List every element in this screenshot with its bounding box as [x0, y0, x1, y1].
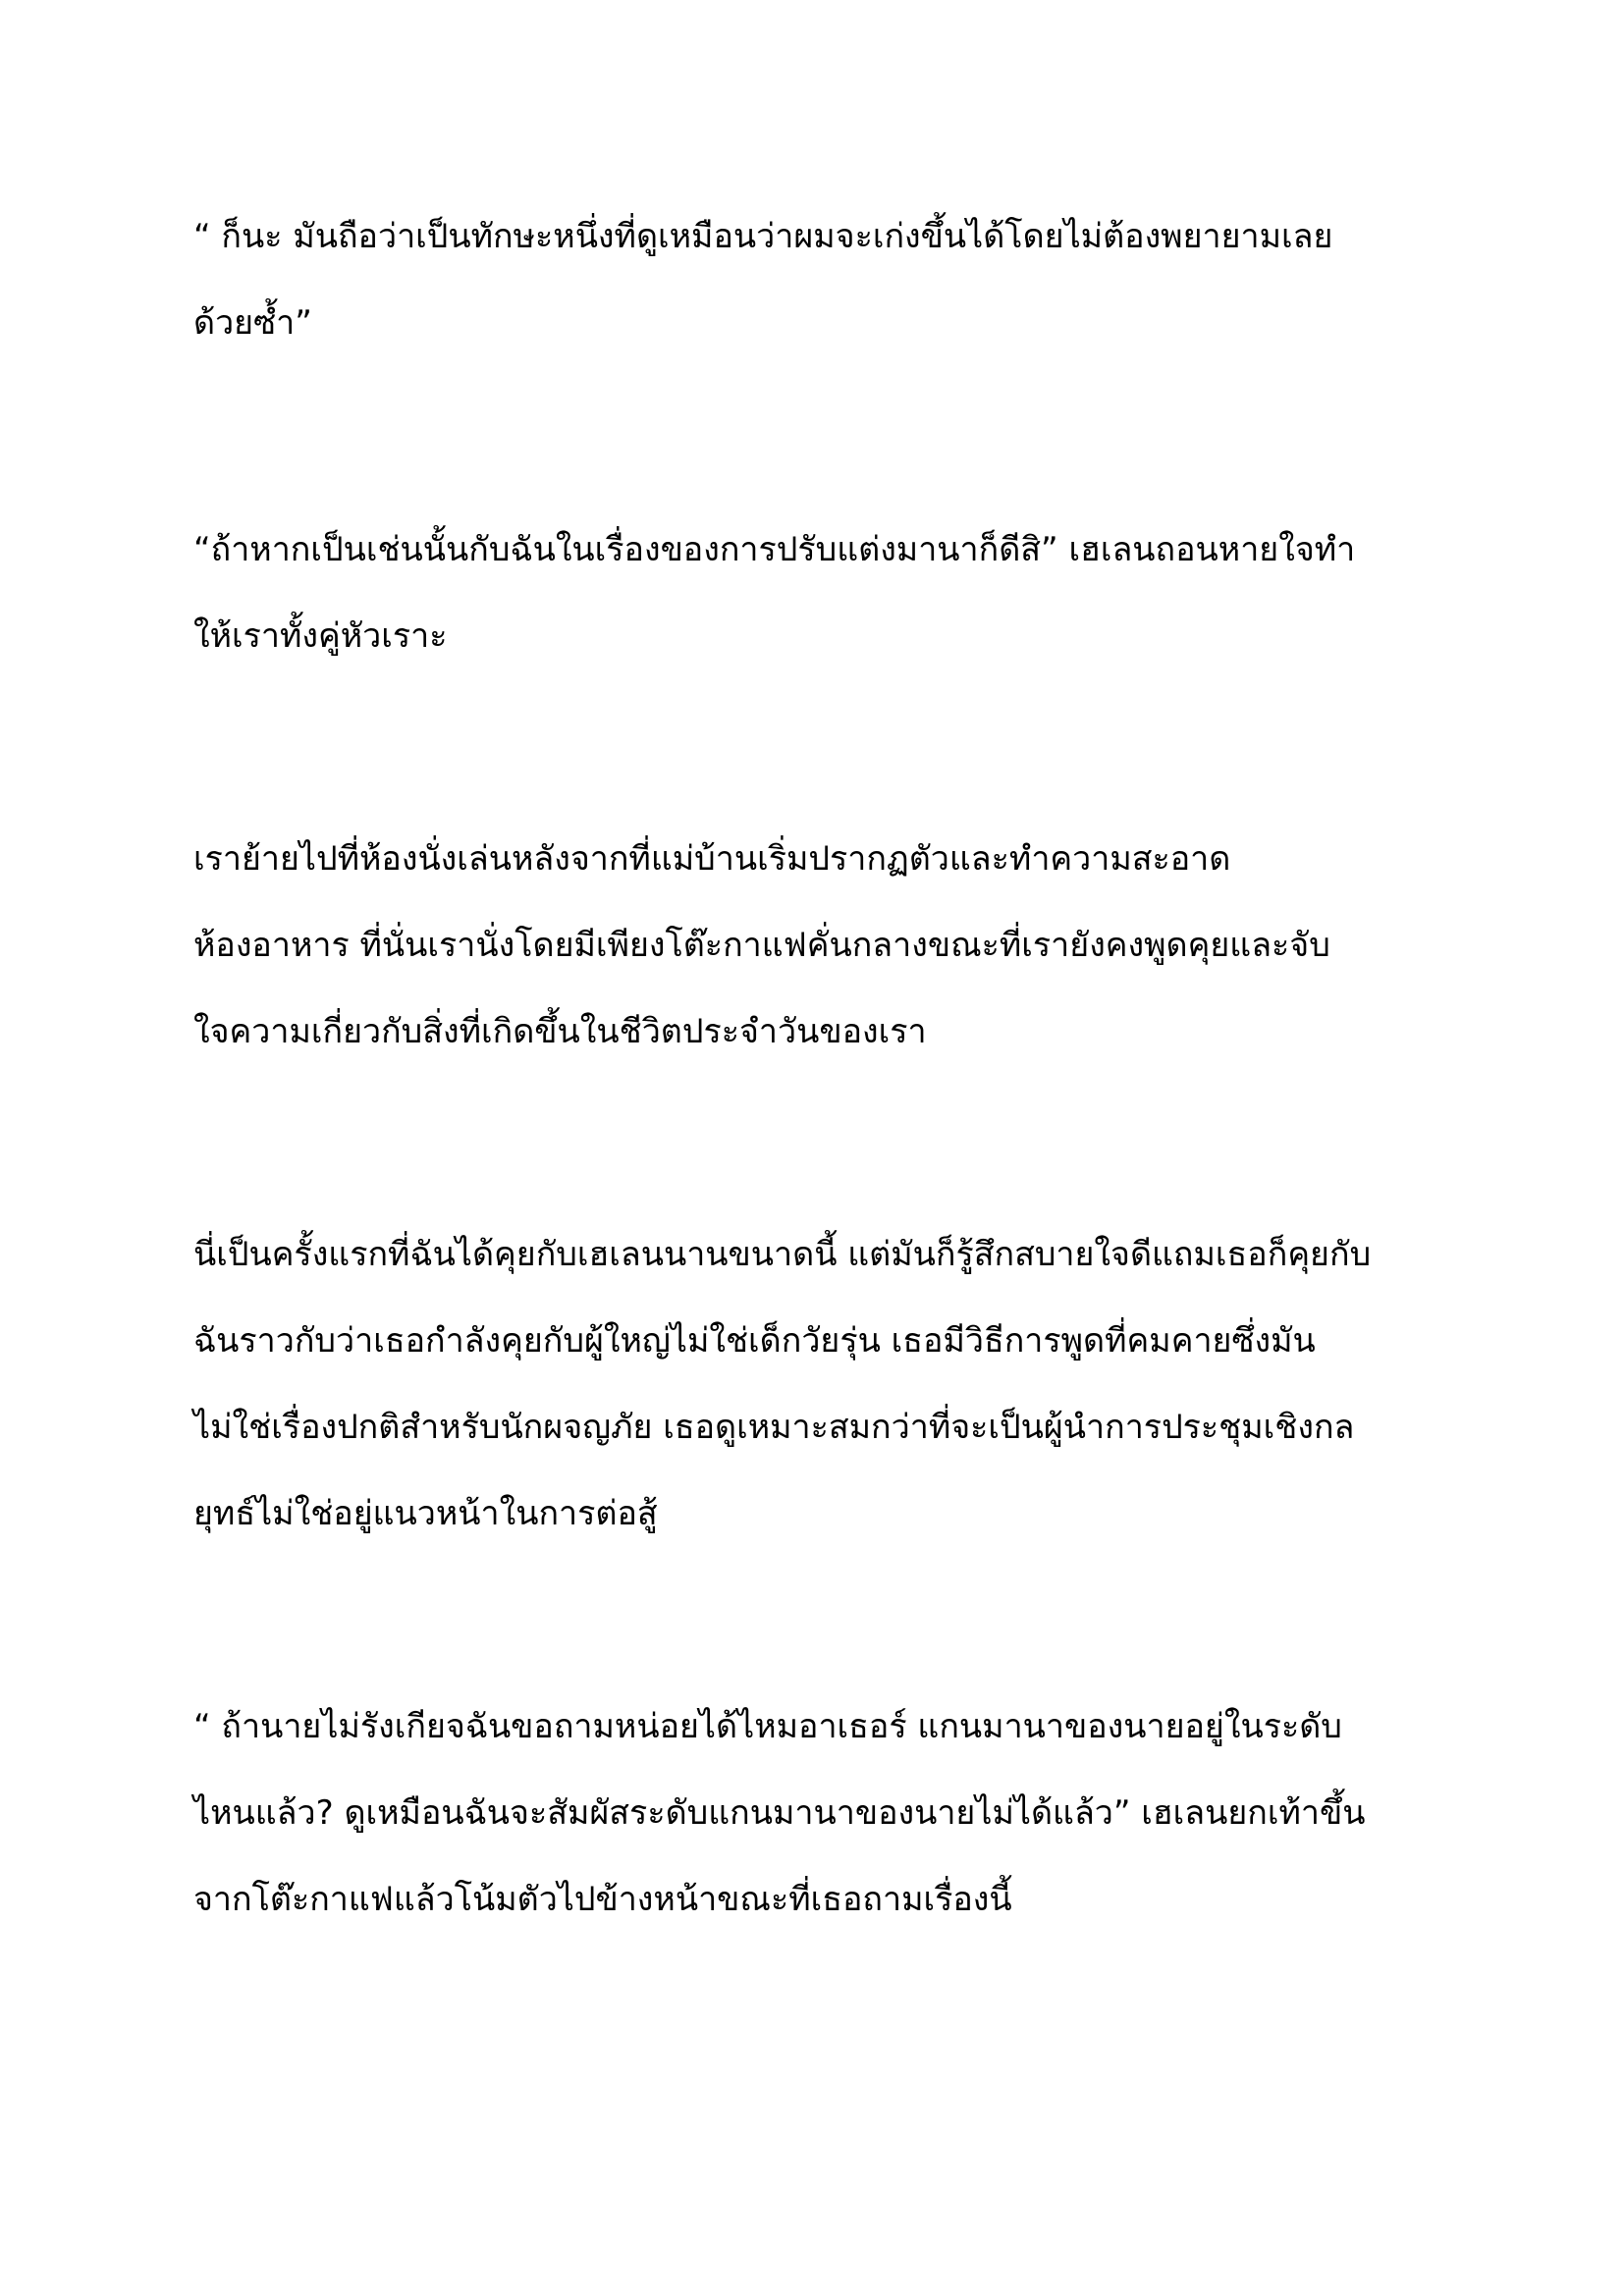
paragraph-3: เราย้ายไปที่ห้องนั่งเล่นหลังจากที่แม่บ้านเริ่มปรากฏตัวและทำความสะอาด ห้องอาหาร ที่นั่นเรานั่งโดยมีเพียงโต๊ะกาแฟคั่นกลางขณะที่เรายังคงพูดคุยและจับ ใจความเกี่ยวกับสิ่งที่เกิดขึ้นในชีวิตประจำวันของเรา	[193, 839, 1330, 1051]
paragraph-2: “ถ้าหากเป็นเช่นนั้นกับฉันในเรื่องของการปรับแต่งมานาก็ดีสิ” เฮเลนถอนหายใจทำ ให้เราทั้งคู่หัวเราะ	[193, 530, 1356, 656]
paragraph-5: “ ถ้านายไม่รังเกียจฉันขอถามหน่อยได้ไหมอาเธอร์ แกนมานาของนายอยู่ในระดับ ไหนแล้ว? ดูเหมือนฉันจะสัมผัสระดับแกนมานาของนายไม่ได้แล้ว” เฮเลนยกเท้าขึ้น จากโต๊ะกาแฟแล้วโน้มตัวไปข้างหน้าขณะที่เธอถามเรื่องนี้	[193, 1707, 1366, 1919]
paragraph-4: นี่เป็นครั้งแรกที่ฉันได้คุยกับเฮเลนนานขนาดนี้ แต่มันก็รู้สึกสบายใจดีแถมเธอก็คุยกับ ฉันราวกับว่าเธอกำลังคุยกับผู้ใหญ่ไม่ใช่เด็กวัยรุ่น เธอมีวิธีการพูดที่คมคายซึ่งมัน ไม่ใช่เรื่องปกติสำหรับนักผจญภัย เธอดูเหมาะสมกว่าที่จะเป็นผู้นำการประชุมเชิงกล ยุทธ์ไม่ใช่อยู่แนวหน้าในการต่อสู้	[193, 1235, 1372, 1533]
paragraph-1: “ ก็นะ มันถือว่าเป็นทักษะหนึ่งที่ดูเหมือนว่าผมจะเก่งขึ้นได้โดยไม่ต้องพยายามเลย ด้วยซ้ำ”	[193, 217, 1333, 343]
